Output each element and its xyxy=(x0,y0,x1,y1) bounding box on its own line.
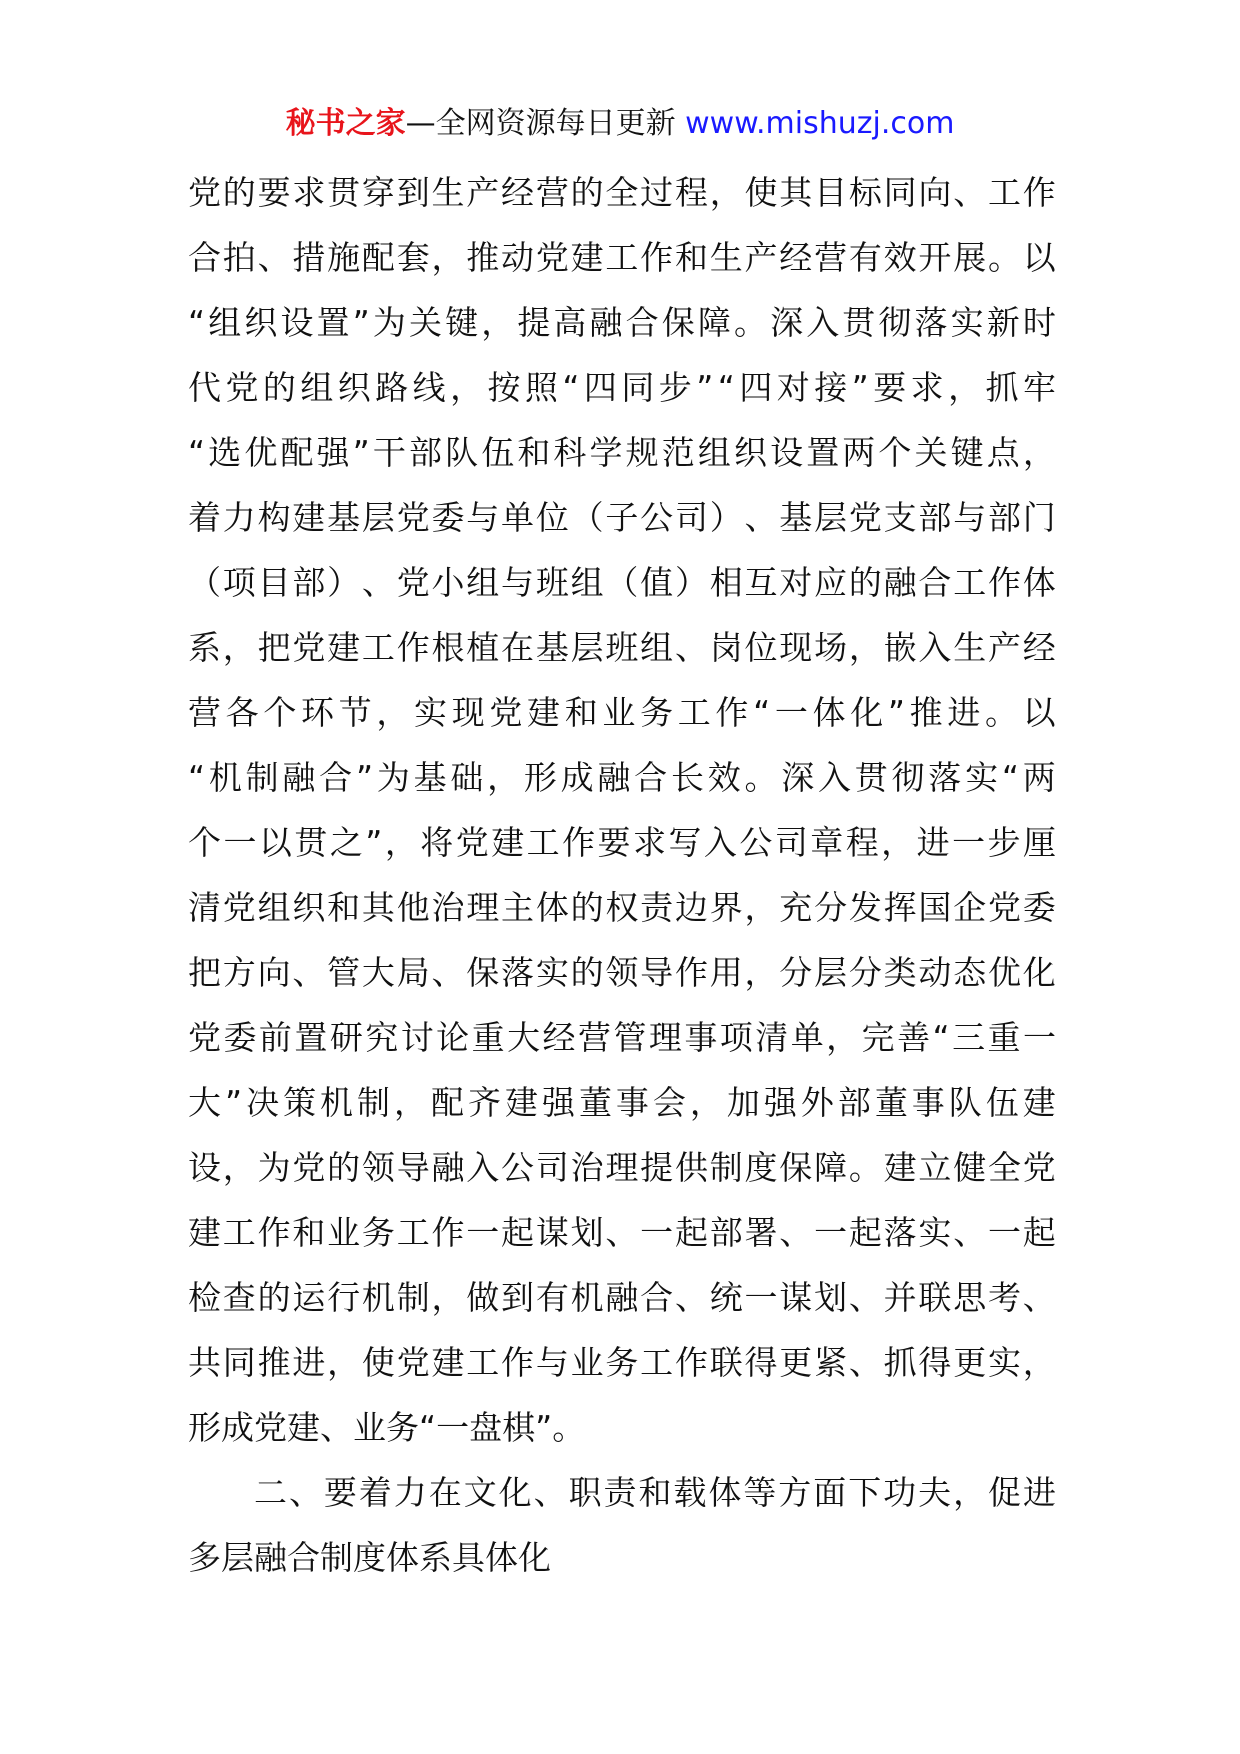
text-line: 党 委 前 置 研 究 讨 论 重 大 经 营 管 理 事 项 清 单 ， 完 善 “ 三 重 一 xyxy=(188,1018,1056,1057)
text-line: 清 党 组 织 和 其 他 治 理 主 体 的 权 责 边 界 ， 充 分 发 挥 国 企 党 委 xyxy=(188,888,1056,927)
site-brand: 秘书之家 xyxy=(285,106,406,141)
text-line: 把 方 向 、 管 大 局 、 保 落 实 的 领 导 作 用 ， 分 层 分 类 动 态 优 化 xyxy=(188,953,1056,992)
site-url-link[interactable]: www.mishuzj.com xyxy=(685,106,955,141)
heading-line: 多层融合制度体系具体化 xyxy=(188,1538,551,1577)
text-line: 营 各 个 环 节 ， 实 现 党 建 和 业 务 工 作 “ 一 体 化 ” 推 进 。 以 xyxy=(188,693,1056,732)
text-line: 设 ， 为 党 的 领 导 融 入 公 司 治 理 提 供 制 度 保 障 。 建 立 健 全 党 xyxy=(188,1148,1056,1187)
site-tagline: —全网资源每日更新 xyxy=(405,106,676,141)
site-header xyxy=(0,104,1240,144)
text-line: “ 组 织 设 置 ” 为 关 键 ， 提 高 融 合 保 障 。 深 入 贯 彻 落 实 新 时 xyxy=(188,303,1056,342)
text-line: 党 的 要 求 贯 穿 到 生 产 经 营 的 全 过 程 ， 使 其 目 标 同 向 、 工 作 xyxy=(188,173,1056,212)
text-line: “ 选 优 配 强 ” 干 部 队 伍 和 科 学 规 范 组 织 设 置 两 个 关 键 点 ， xyxy=(188,433,1056,472)
document-body xyxy=(188,160,1056,1590)
text-line: 合 拍 、 措 施 配 套 ， 推 动 党 建 工 作 和 生 产 经 营 有 效 开 展 。 以 xyxy=(188,238,1056,277)
text-line: 检 查 的 运 行 机 制 ， 做 到 有 机 融 合 、 统 一 谋 划 、 并 联 思 考 、 xyxy=(188,1278,1056,1317)
text-line: 大 ” 决 策 机 制 ， 配 齐 建 强 董 事 会 ， 加 强 外 部 董 事 队 伍 建 xyxy=(188,1083,1056,1122)
text-line: 系 ， 把 党 建 工 作 根 植 在 基 层 班 组 、 岗 位 现 场 ， 嵌 入 生 产 经 xyxy=(188,628,1056,667)
text-line: 建 工 作 和 业 务 工 作 一 起 谋 划 、 一 起 部 署 、 一 起 落 实 、 一 起 xyxy=(188,1213,1056,1252)
text-line: 共 同 推 进 ， 使 党 建 工 作 与 业 务 工 作 联 得 更 紧 、 抓 得 更 实 ， xyxy=(188,1343,1056,1382)
text-line: 形成党建、业务“一盘棋”。 xyxy=(188,1408,586,1447)
section-heading xyxy=(188,1460,1056,1590)
heading-line: 二 、 要 着 力 在 文 化 、 职 责 和 载 体 等 方 面 下 功 夫 ， 促 进 xyxy=(254,1473,1056,1512)
body-paragraph xyxy=(188,160,1056,1460)
text-line: 着 力 构 建 基 层 党 委 与 单 位 （ 子 公 司 ） 、 基 层 党 支 部 与 部 门 xyxy=(188,498,1056,537)
text-line: 代 党 的 组 织 路 线 ， 按 照 “ 四 同 步 ” “ 四 对 接 ” 要 求 ， 抓 牢 xyxy=(188,368,1056,407)
text-line: （ 项 目 部 ） 、 党 小 组 与 班 组 （ 值 ） 相 互 对 应 的 融 合 工 作 体 xyxy=(188,563,1056,602)
text-line: 个 一 以 贯 之 ” ， 将 党 建 工 作 要 求 写 入 公 司 章 程 ， 进 一 步 厘 xyxy=(188,823,1056,862)
text-line: “ 机 制 融 合 ” 为 基 础 ， 形 成 融 合 长 效 。 深 入 贯 彻 落 实 “ 两 xyxy=(188,758,1056,797)
